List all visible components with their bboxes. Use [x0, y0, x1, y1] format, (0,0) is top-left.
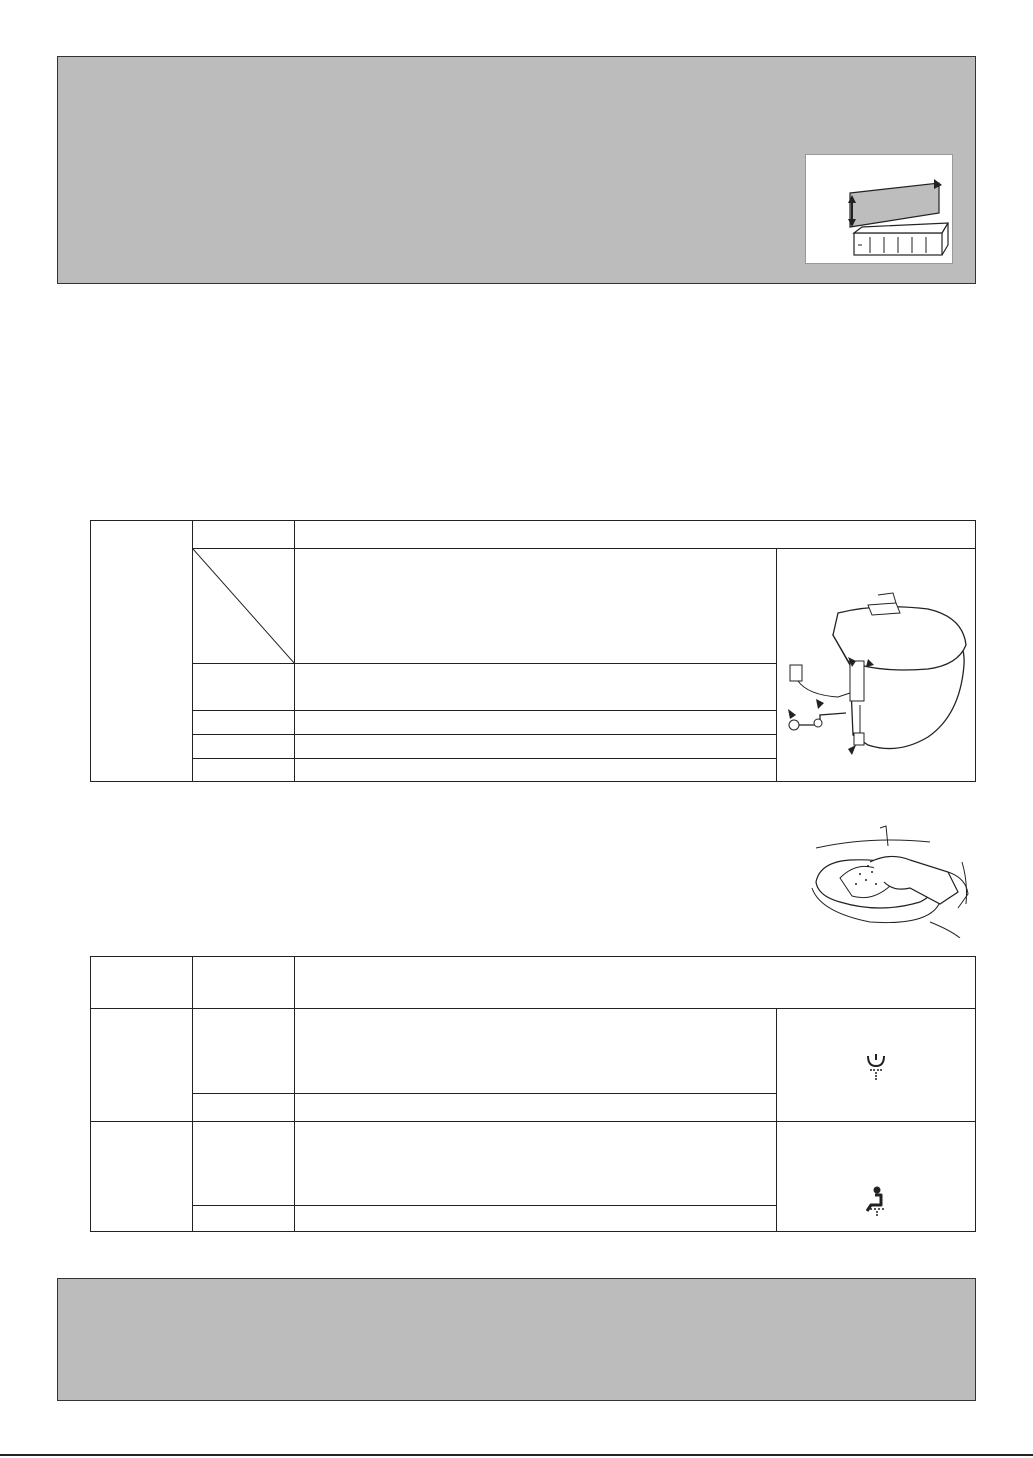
diagonal-empty-cell [193, 549, 295, 664]
table-header-cell [295, 521, 976, 549]
bidet-spray-icon [777, 1009, 976, 1122]
table-group-cell [91, 521, 193, 782]
table-cell [193, 1009, 295, 1094]
header-panel [57, 56, 976, 284]
table-cell [295, 735, 777, 759]
toilet-unit-illustration [777, 549, 976, 782]
table-cell [295, 664, 777, 711]
table-cell [193, 1094, 295, 1122]
remote-control-illustration [805, 154, 953, 264]
table-cell [193, 1206, 295, 1232]
page-bottom-rule [0, 1454, 1033, 1456]
table-cell [295, 1122, 777, 1206]
wiping-hand-illustration [810, 822, 970, 938]
table-cell [193, 1122, 295, 1206]
table-header-cell [295, 957, 976, 1009]
table-header-cell [193, 957, 295, 1009]
table-cell [295, 711, 777, 735]
footer-panel [57, 1278, 976, 1401]
table-header-cell [91, 957, 193, 1009]
rear-wash-icon [777, 1122, 976, 1232]
table-cell [295, 759, 777, 782]
table-group-cell [91, 1122, 193, 1232]
nozzle-table [90, 956, 976, 1232]
table-cell [295, 1009, 777, 1094]
maintenance-table [90, 520, 976, 782]
table-cell [295, 1206, 777, 1232]
table-group-cell [91, 1009, 193, 1122]
table-cell [193, 711, 295, 735]
table-cell [193, 735, 295, 759]
table-cell [193, 664, 295, 711]
table-cell [295, 1094, 777, 1122]
table-cell [295, 549, 777, 664]
table-header-cell [193, 521, 295, 549]
table-cell [193, 759, 295, 782]
